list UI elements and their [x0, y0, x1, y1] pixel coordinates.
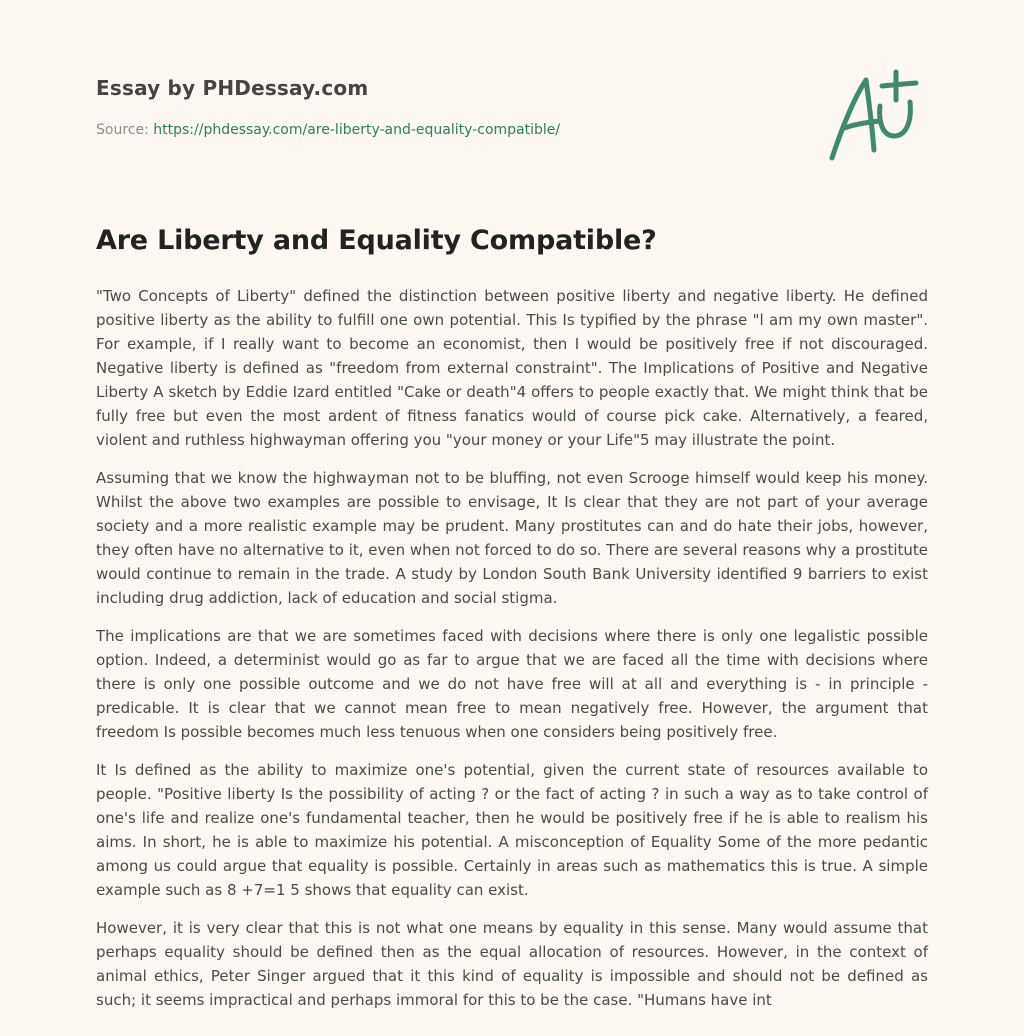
essay-paragraph: "Two Concepts of Liberty" defined the distinction between positive liberty and negative liberty. He defined positive liberty as the ability to fulfill one own potential. This Is typified by the phrase "l am my own master". For example, if I really want to become an economist, then I would be positively free if not discouraged. Negative liberty is defined as "freedom from external constraint". The Implications of Positive and Negative Liberty A sketch by Eddie Izard entitled "Cake or death"4 offers to people exactly that. We might think that be fully free but even the most ardent of fitness fanatics would of course pick cake. Alternatively, a feared, violent and ruthless highwayman offering you "your money or your Life"5 may illustrate the point.	[96, 287, 928, 449]
essay-paragraph: The implications are that we are sometimes faced with decisions where there is only one legalistic possible option. Indeed, a determinist would go as far to argue that we are faced all the time with decisions where there is only one possible outcome and we do not have free will at all and everything is - in principle - predicable. It is clear that we cannot mean free to mean negatively free. However, the argument that freedom Is possible becomes much less tenuous when one considers being positively free.	[96, 627, 928, 741]
essay-title: Are Liberty and Equality Compatible?	[96, 225, 657, 256]
source-link[interactable]: https://phdessay.com/are-liberty-and-equality-compatible/	[153, 122, 561, 138]
source-line	[96, 122, 928, 138]
site-brand: Essay by PHDessay.com	[96, 76, 369, 100]
source-label: Source:	[96, 122, 149, 138]
essay-paragraph: Assuming that we know the highwayman not to be bluffing, not even Scrooge himself would keep his money. Whilst the above two examples are possible to envisage, It Is clear that they are not part of your average society and a more realistic example may be prudent. Many prostitutes can and do hate their jobs, however, they often have no alternative to it, even when not forced to do so. There are several reasons why a prostitute would continue to remain in the trade. A study by London South Bank University identified 9 barriers to exist including drug addiction, lack of education and social stigma.	[96, 469, 928, 607]
a-plus-grade-icon	[820, 66, 930, 166]
essay-paragraph: However, it is very clear that this is not what one means by equality in this sense. Many would assume that perhaps equality should be defined then as the equal allocation of resources. However, in the context of animal ethics, Peter Singer argued that it this kind of equality is impossible and should not be defined as such; it seems impractical and perhaps immoral for this to be the case. "Humans have int	[96, 919, 928, 1009]
essay-body	[96, 284, 928, 1026]
essay-paragraph: It Is defined as the ability to maximize one's potential, given the current state of resources available to people. "Positive liberty Is the possibility of acting ? or the fact of acting ? in such a way as to take control of one's life and realize one's fundamental teacher, then he would be positively free if he is able to realism his aims. In short, he is able to maximize his potential. A misconception of Equality Some of the more pedantic among us could argue that equality is possible. Certainly in areas such as mathematics this is true. A simple example such as 8 +7=1 5 shows that equality can exist.	[96, 761, 928, 899]
essay-header	[96, 76, 928, 138]
